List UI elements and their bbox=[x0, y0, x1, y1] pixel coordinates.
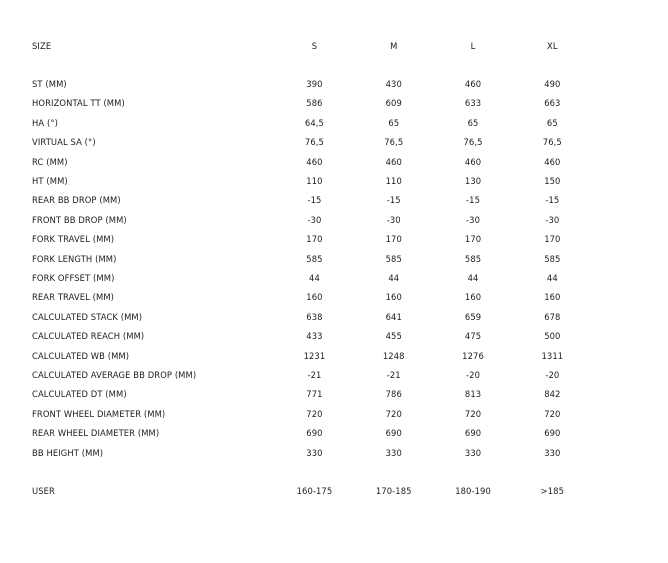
row-value: 65 bbox=[467, 117, 479, 128]
table-row bbox=[32, 365, 592, 384]
row-value: 76,5 bbox=[463, 137, 483, 148]
row-value: 44 bbox=[309, 272, 320, 283]
row-value: 690 bbox=[464, 428, 482, 439]
table-row bbox=[32, 133, 592, 152]
row-value: 786 bbox=[385, 389, 402, 400]
row-value: 76,5 bbox=[542, 137, 562, 148]
size-xl-header: XL bbox=[547, 40, 558, 51]
row-value: 585 bbox=[306, 253, 323, 264]
table-row bbox=[32, 191, 592, 210]
row-value: 390 bbox=[306, 79, 323, 90]
spacer bbox=[32, 55, 592, 74]
user-range-l: 180-190 bbox=[455, 486, 491, 497]
row-label: CALCULATED WB (MM) bbox=[32, 350, 130, 361]
row-value: 813 bbox=[464, 389, 482, 400]
row-value: 720 bbox=[544, 408, 561, 419]
row-value: 130 bbox=[464, 176, 482, 187]
row-value: 44 bbox=[388, 272, 400, 283]
row-value: 110 bbox=[306, 176, 323, 187]
row-value: -20 bbox=[466, 369, 481, 380]
row-value: 44 bbox=[467, 272, 479, 283]
row-label: FORK OFFSET (MM) bbox=[32, 272, 115, 283]
row-label: RC (MM) bbox=[32, 156, 68, 167]
table-row bbox=[32, 385, 592, 404]
row-value: 585 bbox=[544, 253, 561, 264]
user-range-xl: >185 bbox=[540, 486, 565, 497]
row-value: 65 bbox=[546, 117, 558, 128]
row-label: HORIZONTAL TT (MM) bbox=[32, 98, 125, 109]
table-row bbox=[32, 249, 592, 268]
row-value: 170 bbox=[306, 234, 323, 245]
row-value: 678 bbox=[544, 311, 561, 322]
row-value: 150 bbox=[544, 176, 561, 187]
row-value: 690 bbox=[306, 428, 323, 439]
row-value: 586 bbox=[306, 98, 323, 109]
row-value: 330 bbox=[385, 447, 402, 458]
row-value: 64,5 bbox=[304, 117, 324, 128]
row-label: BB HEIGHT (MM) bbox=[32, 447, 104, 458]
row-value: 720 bbox=[385, 408, 402, 419]
row-label: REAR WHEEL DIAMETER (MM) bbox=[32, 428, 160, 439]
row-value: 44 bbox=[546, 272, 558, 283]
row-value: -21 bbox=[386, 369, 401, 380]
table-body bbox=[32, 74, 592, 462]
table-row bbox=[32, 94, 592, 113]
row-value: 170 bbox=[544, 234, 561, 245]
table-row bbox=[32, 404, 592, 423]
row-value: 609 bbox=[385, 98, 402, 109]
table-row bbox=[32, 443, 592, 462]
table-header-row bbox=[32, 36, 592, 55]
row-value: -15 bbox=[307, 195, 322, 206]
row-value: 490 bbox=[544, 79, 561, 90]
row-value: 76,5 bbox=[304, 137, 324, 148]
row-value: 460 bbox=[306, 156, 323, 167]
table-row bbox=[32, 288, 592, 307]
size-m-header: M bbox=[390, 40, 398, 51]
row-value: 1311 bbox=[541, 350, 564, 361]
row-label: REAR TRAVEL (MM) bbox=[32, 292, 115, 303]
row-value: 720 bbox=[306, 408, 323, 419]
row-value: -30 bbox=[386, 214, 401, 225]
row-label: ST (MM) bbox=[32, 79, 67, 90]
row-label: CALCULATED AVERAGE BB DROP (MM) bbox=[32, 369, 197, 380]
row-value: 170 bbox=[385, 234, 402, 245]
row-value: 1276 bbox=[462, 350, 484, 361]
table-row bbox=[32, 210, 592, 229]
row-value: -15 bbox=[466, 195, 481, 206]
table-row bbox=[32, 113, 592, 132]
row-value: 65 bbox=[388, 117, 400, 128]
row-value: 330 bbox=[464, 447, 482, 458]
row-value: 160 bbox=[385, 292, 402, 303]
row-value: 160 bbox=[306, 292, 323, 303]
table-row bbox=[32, 230, 592, 249]
row-value: 690 bbox=[385, 428, 402, 439]
row-value: 430 bbox=[385, 79, 402, 90]
row-label: HT (MM) bbox=[32, 176, 68, 187]
row-label: CALCULATED STACK (MM) bbox=[32, 311, 143, 322]
row-label: FORK TRAVEL (MM) bbox=[32, 234, 115, 245]
table-row bbox=[32, 423, 592, 442]
row-value: 585 bbox=[385, 253, 402, 264]
table-row bbox=[32, 74, 592, 93]
table-row bbox=[32, 171, 592, 190]
row-value: 585 bbox=[464, 253, 482, 264]
user-row bbox=[32, 482, 592, 501]
row-value: 460 bbox=[464, 156, 482, 167]
row-value: 460 bbox=[464, 79, 482, 90]
size-s-header: S bbox=[311, 40, 318, 51]
size-header-label: SIZE bbox=[32, 40, 52, 51]
row-value: -15 bbox=[545, 195, 560, 206]
row-value: 638 bbox=[306, 311, 323, 322]
row-label: FORK LENGTH (MM) bbox=[32, 253, 117, 264]
row-value: 460 bbox=[385, 156, 402, 167]
row-value: 460 bbox=[544, 156, 561, 167]
row-value: -20 bbox=[545, 369, 560, 380]
row-value: 160 bbox=[464, 292, 482, 303]
size-l-header: L bbox=[470, 40, 476, 51]
spacer bbox=[32, 462, 592, 481]
row-value: 720 bbox=[464, 408, 482, 419]
row-value: 433 bbox=[306, 331, 323, 342]
row-label: HA (°) bbox=[32, 117, 59, 128]
user-label: USER bbox=[32, 486, 55, 497]
row-value: 330 bbox=[544, 447, 561, 458]
row-label: CALCULATED REACH (MM) bbox=[32, 331, 145, 342]
table-row bbox=[32, 152, 592, 171]
row-label: FRONT BB DROP (MM) bbox=[32, 214, 127, 225]
table-row bbox=[32, 268, 592, 287]
row-value: -21 bbox=[307, 369, 322, 380]
row-value: 500 bbox=[544, 331, 561, 342]
row-value: 330 bbox=[306, 447, 323, 458]
row-value: 110 bbox=[385, 176, 402, 187]
row-value: 771 bbox=[306, 389, 323, 400]
row-label: CALCULATED DT (MM) bbox=[32, 389, 127, 400]
row-value: -30 bbox=[307, 214, 322, 225]
row-value: 160 bbox=[544, 292, 561, 303]
row-value: -15 bbox=[386, 195, 401, 206]
row-value: 633 bbox=[464, 98, 482, 109]
row-value: 76,5 bbox=[384, 137, 404, 148]
row-label: FRONT WHEEL DIAMETER (MM) bbox=[32, 408, 166, 419]
row-value: 659 bbox=[464, 311, 482, 322]
geometry-table bbox=[32, 36, 592, 501]
row-value: 641 bbox=[385, 311, 402, 322]
row-value: 663 bbox=[544, 98, 561, 109]
row-label: REAR BB DROP (MM) bbox=[32, 195, 121, 206]
row-value: 1231 bbox=[303, 350, 326, 361]
row-value: 690 bbox=[544, 428, 561, 439]
user-range-m: 170-185 bbox=[375, 486, 412, 497]
row-value: 475 bbox=[464, 331, 482, 342]
user-range-s: 160-175 bbox=[296, 486, 333, 497]
row-value: 842 bbox=[544, 389, 561, 400]
row-value: -30 bbox=[545, 214, 560, 225]
row-value: 170 bbox=[464, 234, 482, 245]
row-value: 1248 bbox=[382, 350, 405, 361]
row-value: 455 bbox=[385, 331, 402, 342]
row-value: -30 bbox=[466, 214, 481, 225]
row-label: VIRTUAL SA (°) bbox=[32, 137, 96, 148]
table-row bbox=[32, 326, 592, 345]
table-row bbox=[32, 346, 592, 365]
table-row bbox=[32, 307, 592, 326]
